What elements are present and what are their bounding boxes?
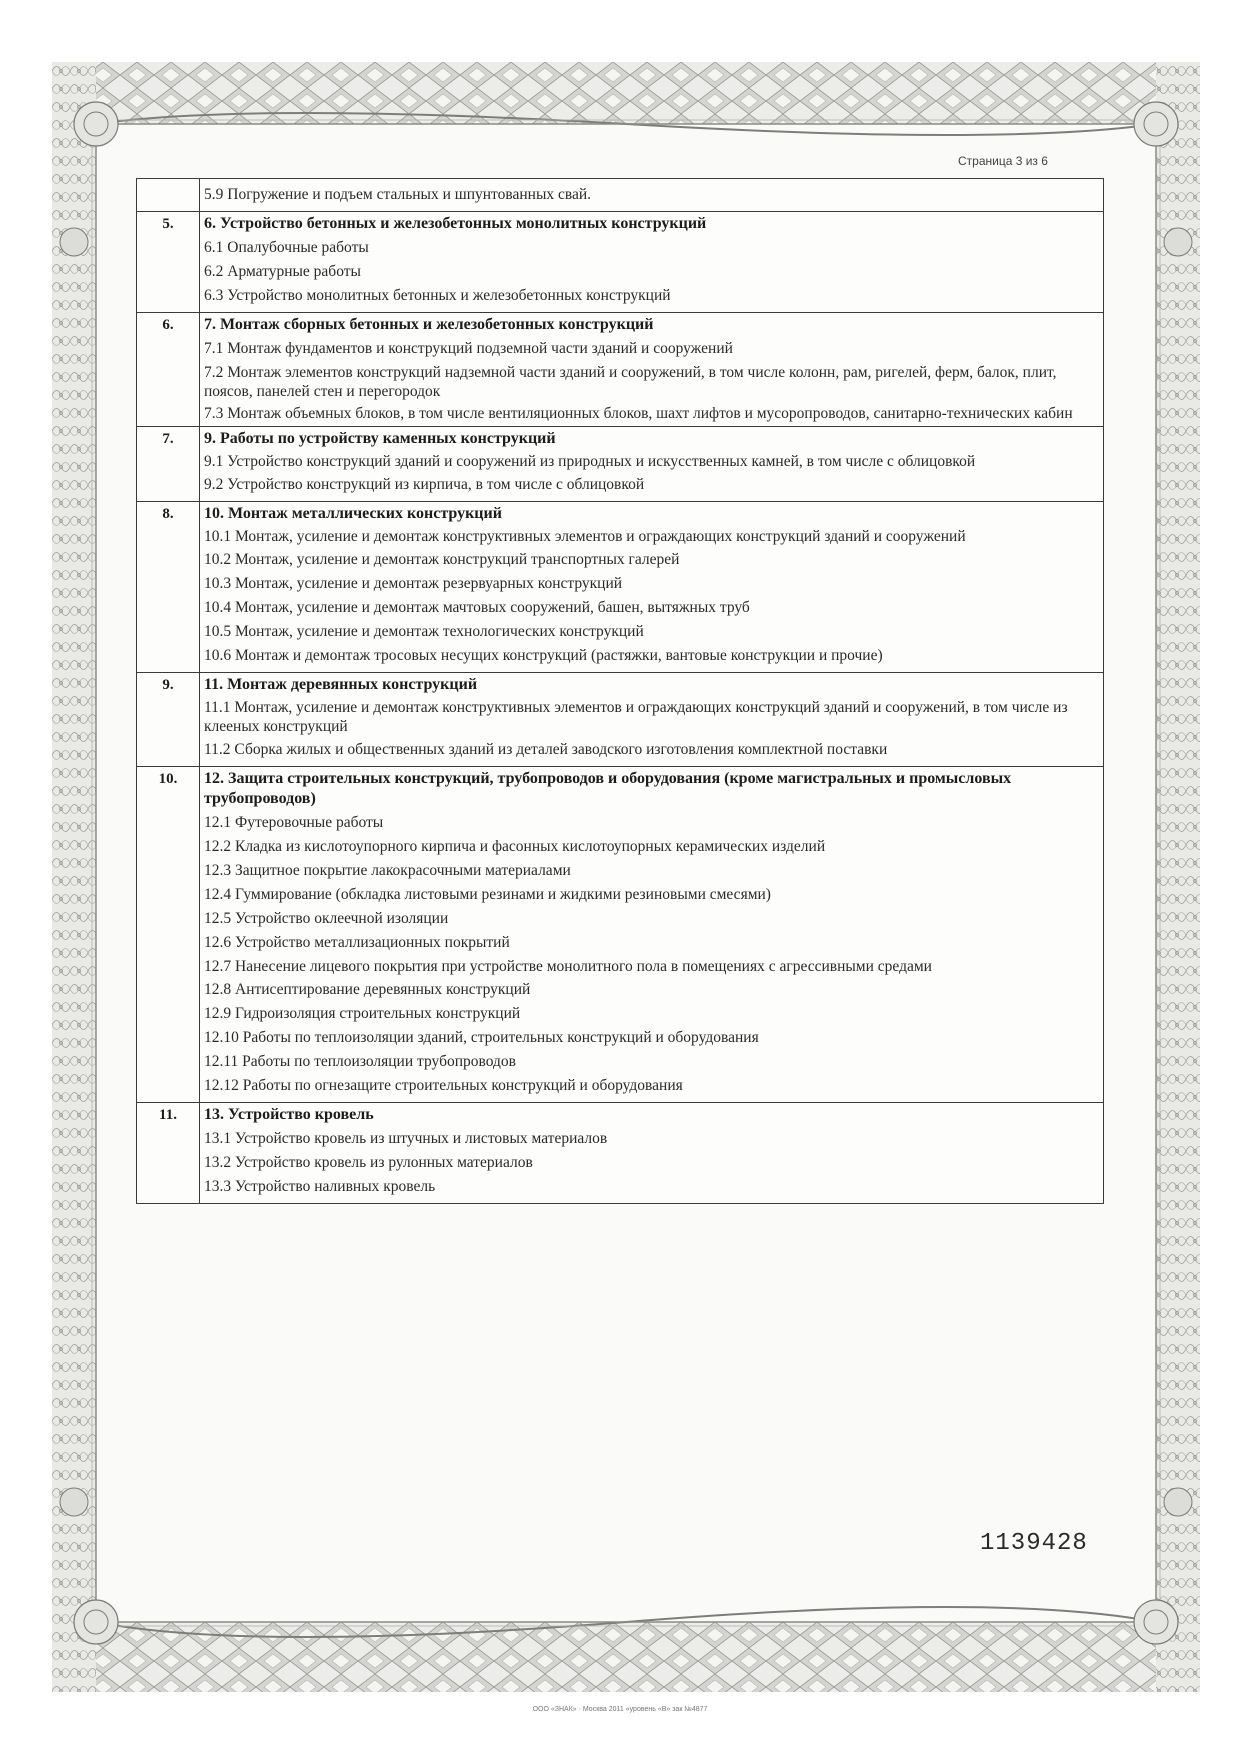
row-number: 7. xyxy=(137,427,200,502)
work-item: 10.2 Монтаж, усиление и демонтаж конструкций транспортных галерей xyxy=(204,551,680,568)
work-item: 10.5 Монтаж, усиление и демонтаж технологических конструкций xyxy=(204,623,644,640)
work-group-title: 7. Монтаж сборных бетонных и железобетонных конструкций xyxy=(204,316,654,333)
work-item: 5.9 Погружение и подъем стальных и шпунтованных свай. xyxy=(204,186,592,203)
row-number: 5. xyxy=(137,212,200,313)
page-number-label: Страница 3 из 6 xyxy=(958,154,1048,168)
work-item: 10.6 Монтаж и демонтаж тросовых несущих конструкций (растяжки, вантовые конструкции и прочие) xyxy=(204,647,883,664)
work-item: 10.3 Монтаж, усиление и демонтаж резервуарных конструкций xyxy=(204,575,623,592)
table-row xyxy=(137,1103,1104,1204)
row-number: 9. xyxy=(137,673,200,767)
row-number xyxy=(137,179,200,212)
work-group-cell xyxy=(200,1103,1104,1204)
work-item: 9.1 Устройство конструкций зданий и сооружений из природных и искусственных камней, в том числе с облицовкой xyxy=(204,453,976,470)
row-number: 6. xyxy=(137,313,200,427)
work-item: 6.3 Устройство монолитных бетонных и железобетонных конструкций xyxy=(204,287,671,304)
work-group-title: 13. Устройство кровель xyxy=(204,1106,374,1123)
work-item: 12.11 Работы по теплоизоляции трубопроводов xyxy=(204,1053,516,1070)
table-row xyxy=(137,179,1104,212)
row-number: 8. xyxy=(137,502,200,673)
table-row xyxy=(137,502,1104,673)
work-group-title: 6. Устройство бетонных и железобетонных монолитных конструкций xyxy=(204,215,707,232)
work-item: 12.2 Кладка из кислотоупорного кирпича и фасонных кислотоупорных керамических изделий xyxy=(204,838,826,855)
printer-imprint: ООО «ЗНАК» · Москва 2011 «уровень «В» зак №4877 xyxy=(532,1706,708,1713)
work-item: 7.1 Монтаж фундаментов и конструкций подземной части зданий и сооружений xyxy=(204,340,733,357)
work-item: 12.8 Антисептирование деревянных конструкций xyxy=(204,981,531,998)
work-item: 12.10 Работы по теплоизоляции зданий, строительных конструкций и оборудования xyxy=(204,1029,759,1046)
work-item: 12.7 Нанесение лицевого покрытия при устройстве монолитного пола в помещениях с агрессивными средами xyxy=(204,958,932,975)
serial-number: 1139428 xyxy=(980,1530,1088,1557)
work-group-cell xyxy=(200,212,1104,313)
work-item: 13.3 Устройство наливных кровель xyxy=(204,1178,436,1195)
work-group-cell xyxy=(200,673,1104,767)
work-group-title: 10. Монтаж металлических конструкций xyxy=(204,505,502,522)
table-row xyxy=(137,212,1104,313)
work-item: 12.3 Защитное покрытие лакокрасочными материалами xyxy=(204,862,571,879)
work-item: 11.1 Монтаж, усиление и демонтаж конструктивных элементов и ограждающих конструкций зданий и сооружений, в том числе из клееных конструкций xyxy=(204,699,1068,735)
table-row xyxy=(137,673,1104,767)
work-item: 12.9 Гидроизоляция строительных конструкций xyxy=(204,1005,521,1022)
work-item: 12.5 Устройство оклеечной изоляции xyxy=(204,910,449,927)
work-item: 7.3 Монтаж объемных блоков, в том числе вентиляционных блоков, шахт лифтов и мусоропроводов, санитарно-технических кабин xyxy=(204,405,1073,422)
work-item: 13.2 Устройство кровель из рулонных материалов xyxy=(204,1154,533,1171)
table-row xyxy=(137,313,1104,427)
row-number: 11. xyxy=(137,1103,200,1204)
work-item: 12.12 Работы по огнезащите строительных конструкций и оборудования xyxy=(204,1077,683,1094)
work-item: 12.6 Устройство металлизационных покрытий xyxy=(204,934,510,951)
work-item: 13.1 Устройство кровель из штучных и листовых материалов xyxy=(204,1130,608,1147)
work-item: 7.2 Монтаж элементов конструкций надземной части зданий и сооружений, в том числе колонн, рам, ригелей, ферм, балок, плит, поясов, панелей стен и перегородок xyxy=(204,364,1057,400)
work-group-cell xyxy=(200,767,1104,1103)
work-item: 10.4 Монтаж, усиление и демонтаж мачтовых сооружений, башен, вытяжных труб xyxy=(204,599,750,616)
work-types-table xyxy=(136,178,1104,1204)
work-item: 11.2 Сборка жилых и общественных зданий из деталей заводского изготовления комплектной поставки xyxy=(204,741,888,758)
work-item: 6.2 Арматурные работы xyxy=(204,263,361,280)
work-group-cell xyxy=(200,179,1104,212)
work-item: 12.4 Гуммирование (обкладка листовыми резинами и жидкими резиновыми смесями) xyxy=(204,886,771,903)
row-number: 10. xyxy=(137,767,200,1103)
work-item: 12.1 Футеровочные работы xyxy=(204,814,384,831)
work-group-cell xyxy=(200,502,1104,673)
work-group-title: 12. Защита строительных конструкций, трубопроводов и оборудования (кроме магистральных и промысловых трубопроводов) xyxy=(204,770,1012,807)
work-item: 9.2 Устройство конструкций из кирпича, в том числе с облицовкой xyxy=(204,476,645,493)
work-group-title: 11. Монтаж деревянных конструкций xyxy=(204,676,478,693)
table-row xyxy=(137,767,1104,1103)
work-group-cell xyxy=(200,313,1104,427)
work-group-title: 9. Работы по устройству каменных конструкций xyxy=(204,430,556,447)
table-row xyxy=(137,427,1104,502)
work-item: 6.1 Опалубочные работы xyxy=(204,239,369,256)
work-item: 10.1 Монтаж, усиление и демонтаж конструктивных элементов и ограждающих конструкций зданий и сооружений xyxy=(204,528,966,545)
work-group-cell xyxy=(200,427,1104,502)
